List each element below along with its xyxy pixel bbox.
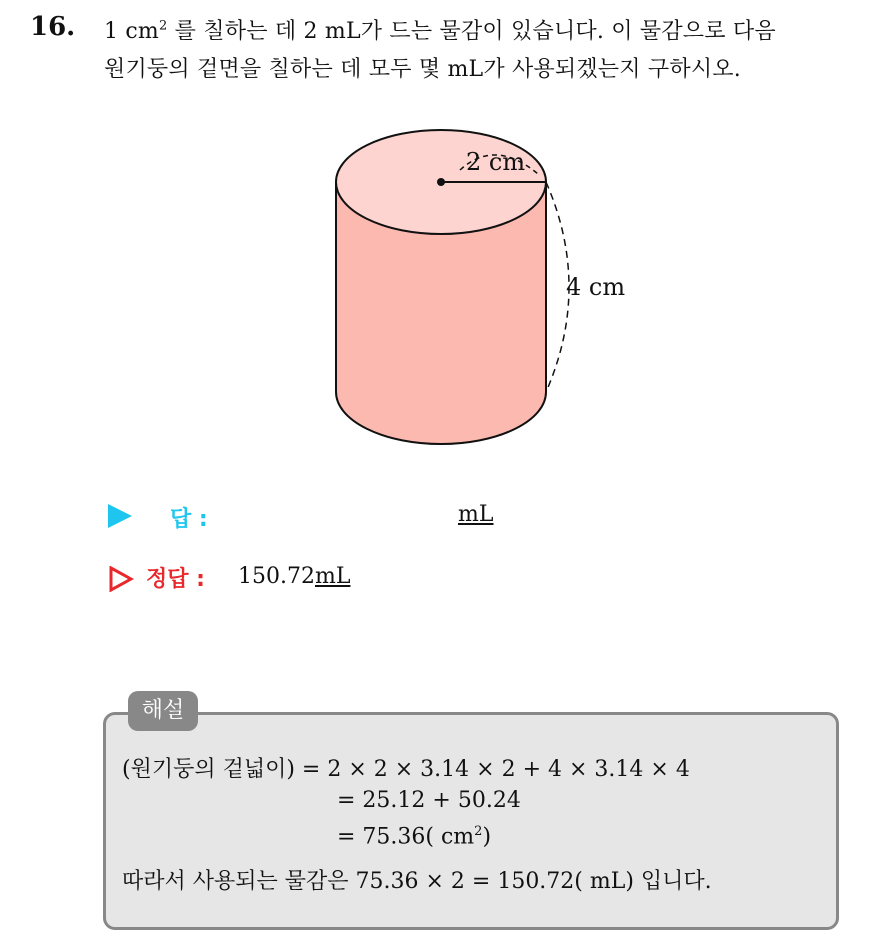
height-label: 4 cm — [566, 273, 626, 301]
question-line-1-b: 를 칠하는 데 2 mL가 드는 물감이 있습니다. 이 물감으로 다음 — [167, 19, 776, 44]
explanation-line-1: (원기둥의 겉넓이) = 2 × 2 × 3.14 × 2 + 4 × 3.14 × 4 — [122, 757, 690, 782]
radius-label: 2 cm — [466, 148, 526, 176]
outline-arrow-icon — [108, 566, 134, 592]
explanation-line-3-a: = 75.36( cm — [337, 824, 475, 850]
correct-answer-number: 150.72 — [238, 564, 315, 589]
answer-unit: mL — [458, 502, 494, 527]
question-line-1 — [104, 14, 776, 45]
question-number: 16. — [30, 12, 76, 42]
explanation-box — [103, 712, 839, 930]
question-line-1-sup: 2 — [158, 18, 168, 34]
correct-answer-label: 정답 : — [146, 567, 205, 592]
explanation-line-3-b: ) — [482, 824, 492, 850]
explanation-line-3-sup: 2 — [474, 824, 483, 839]
correct-answer-row — [108, 560, 608, 596]
correct-answer-value — [238, 564, 350, 589]
answer-label: 답 : — [170, 507, 208, 532]
question-line-2: 원기둥의 겉면을 칠하는 데 모두 몇 mL가 사용되겠는지 구하시오. — [104, 57, 741, 82]
answer-row — [108, 500, 608, 536]
cylinder-figure — [320, 110, 640, 460]
question-line-1-a: 1 cm — [104, 19, 159, 44]
explanation-line-3 — [337, 824, 491, 849]
explanation-line-4: 따라서 사용되는 물감은 75.36 × 2 = 150.72( mL) 입니다. — [122, 869, 712, 894]
correct-answer-unit: mL — [314, 564, 351, 589]
explanation-tab: 해설 — [128, 691, 198, 731]
explanation-line-2: = 25.12 + 50.24 — [337, 788, 521, 813]
play-arrow-icon — [108, 504, 132, 528]
